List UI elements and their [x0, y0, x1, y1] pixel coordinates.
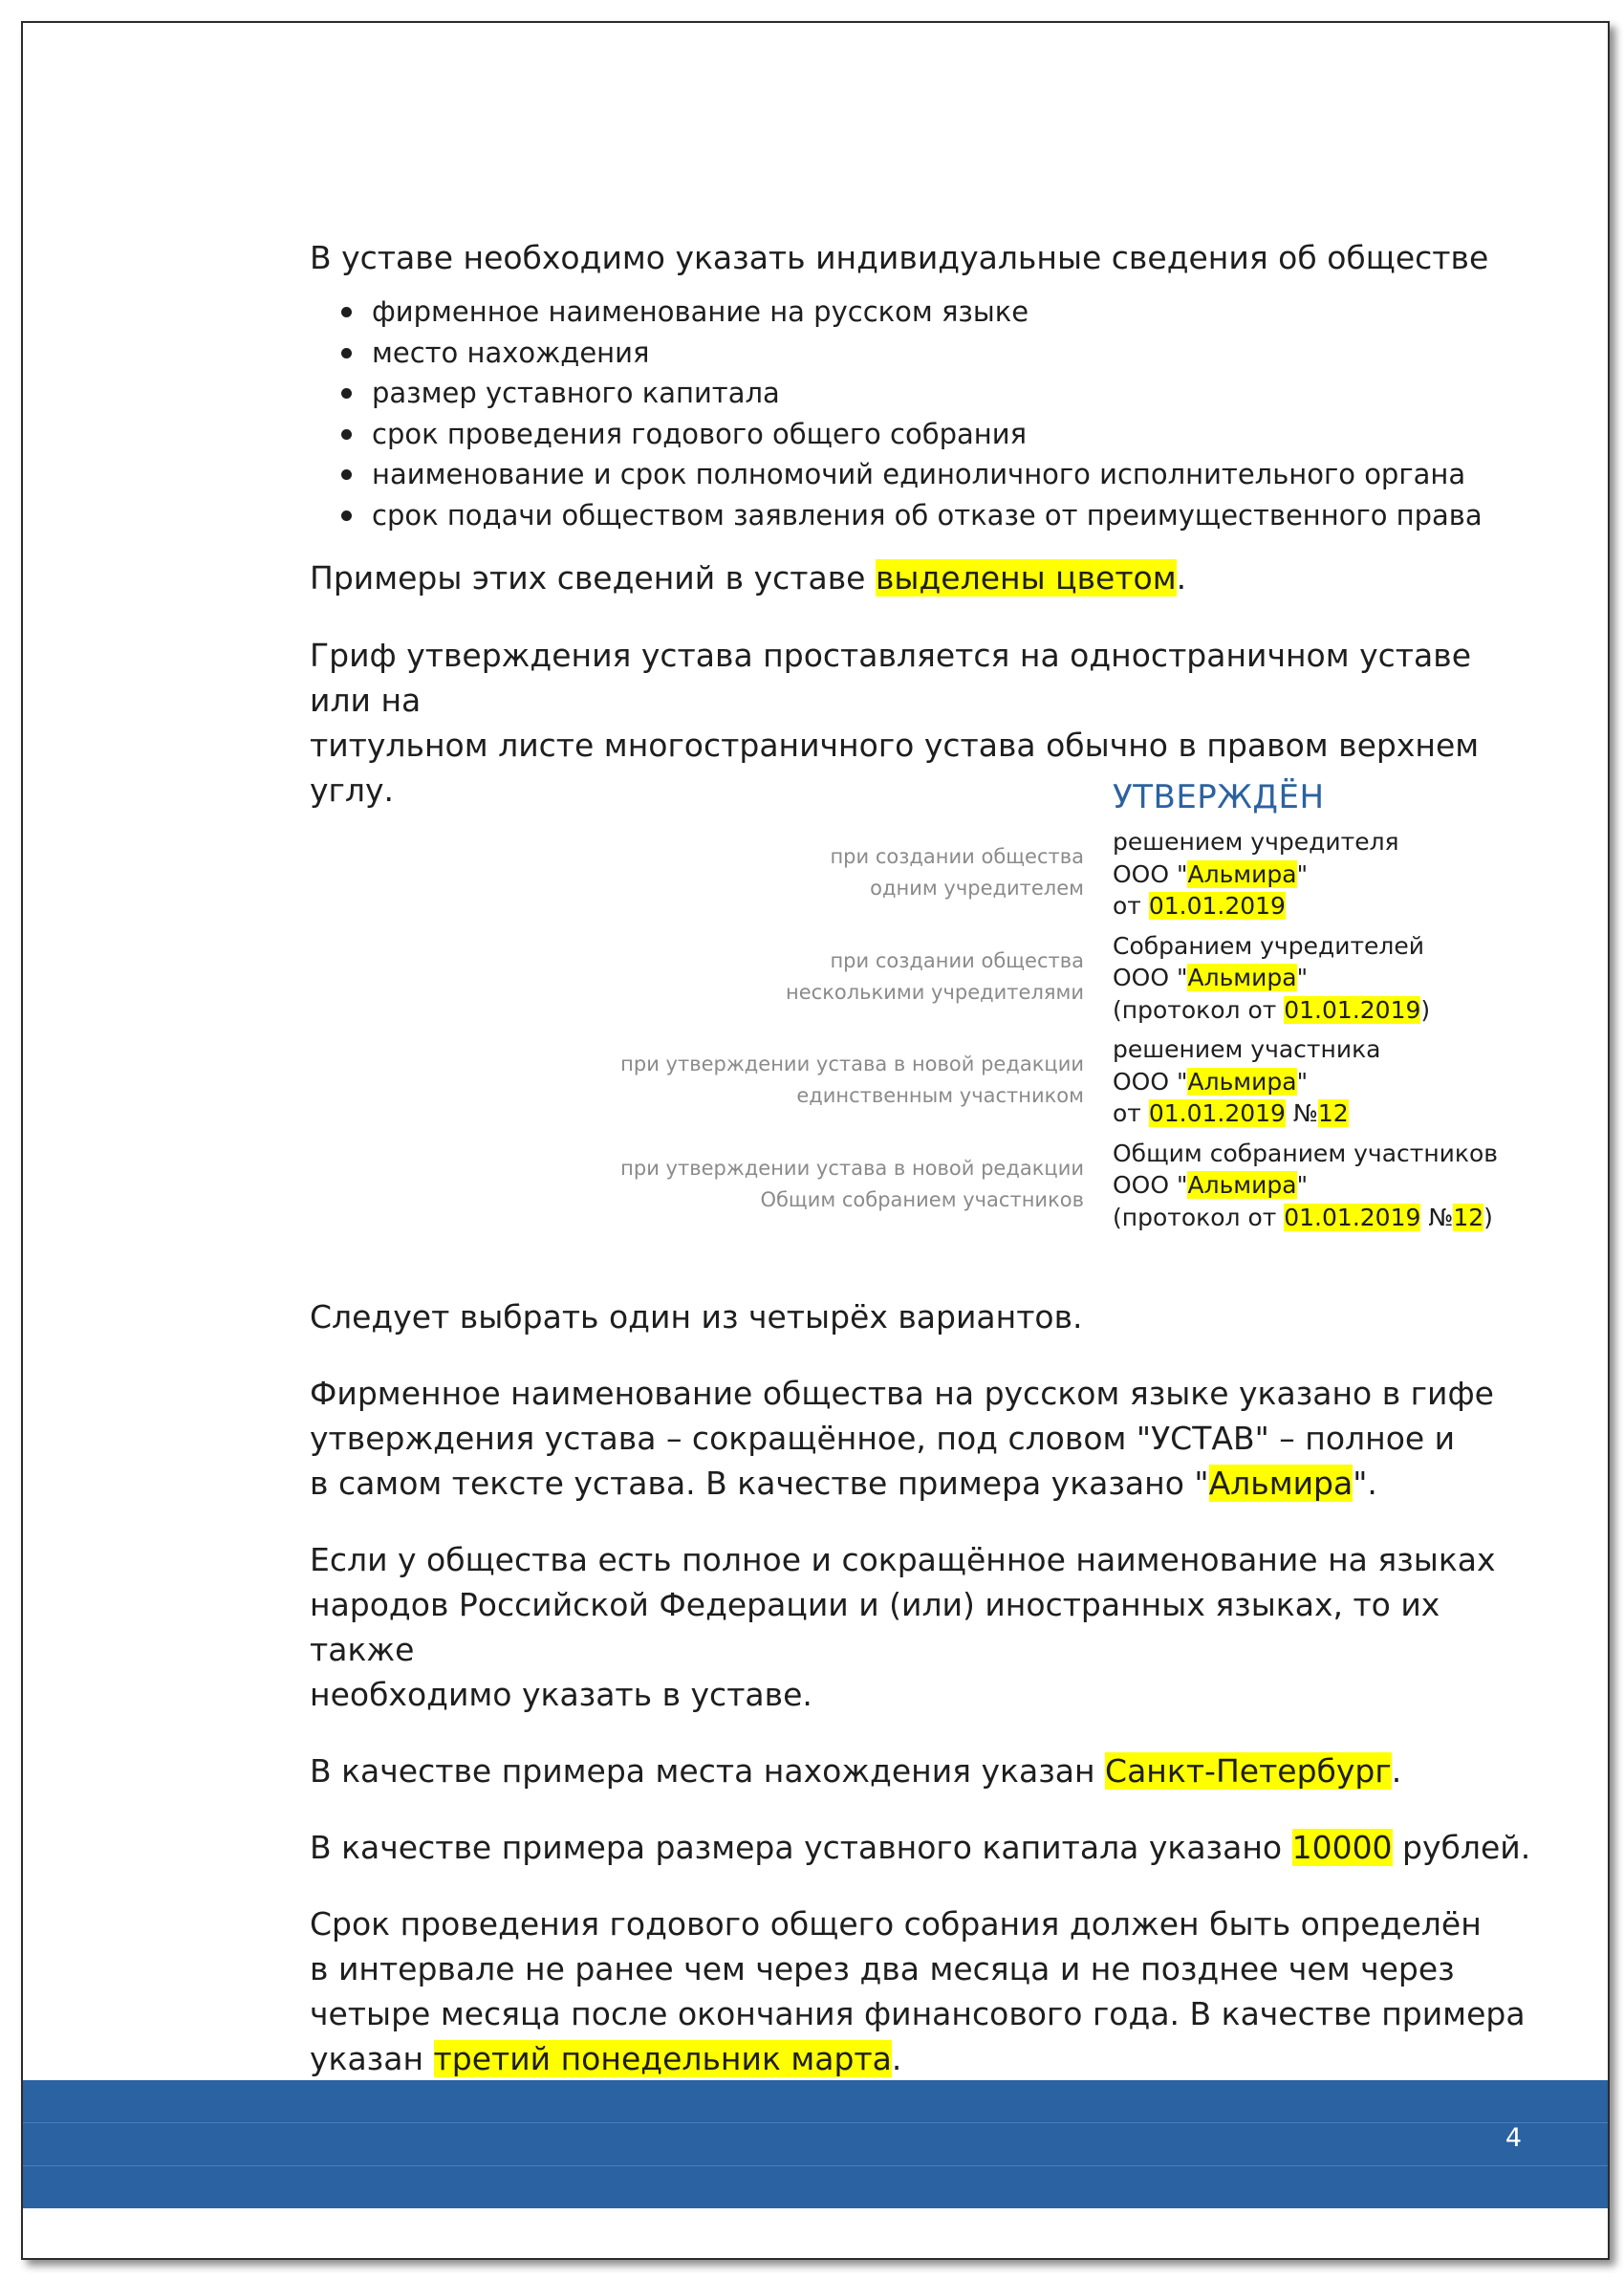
grif-note-line-2: титульном листе многостраничного устава обычно в правом верхнем углу.	[310, 727, 1480, 809]
variant-note	[310, 826, 1084, 923]
company-suffix: "	[1296, 1067, 1309, 1096]
date-suffix: )	[1420, 995, 1431, 1024]
languages-paragraph	[310, 1537, 1533, 1717]
list-item: размер уставного капитала	[310, 373, 1533, 414]
footer-line	[23, 2122, 1608, 2123]
company-name: Альмира	[1187, 1067, 1297, 1096]
approval-body: Собранием учредителей	[1113, 931, 1425, 960]
variant-note-line-1: при создании общества	[830, 845, 1084, 868]
list-item: срок проведения годового общего собрания	[310, 414, 1533, 455]
variant-text	[1113, 930, 1430, 1027]
number-prefix: №	[1420, 1203, 1454, 1231]
stamp-variant-2	[310, 930, 1552, 1027]
variant-note	[310, 1033, 1084, 1130]
stamp-variant-1	[310, 826, 1552, 923]
examples-end: .	[1176, 559, 1187, 597]
approval-date: 01.01.2019	[1284, 1203, 1421, 1231]
location-text: В качестве примера места нахождения указан	[310, 1752, 1106, 1790]
list-item: наименование и срок полномочий единоличного исполнительного органа	[310, 454, 1533, 495]
list-item: место нахождения	[310, 333, 1533, 374]
approval-body: решением учредителя	[1113, 828, 1399, 856]
variant-note-line-2: Общим собранием участников	[760, 1187, 1084, 1211]
footer-band	[23, 2080, 1608, 2208]
meeting-line-1: Срок проведения годового общего собрания должен быть определён	[310, 1905, 1482, 1943]
approval-date: 01.01.2019	[1148, 1099, 1286, 1127]
page-number: 4	[1505, 2123, 1522, 2153]
name-paragraph	[310, 1371, 1533, 1506]
name-line-2: утверждения устава – сокращённое, под словом "УСТАВ" – полное и	[310, 1420, 1456, 1457]
languages-line-3: необходимо указать в уставе.	[310, 1676, 812, 1713]
company-suffix: "	[1296, 964, 1309, 991]
variant-note-line-2: несколькими учредителями	[786, 980, 1084, 1004]
company-prefix: ООО "	[1113, 859, 1188, 888]
meeting-line-2: в интервале не ранее чем через два месяца и не позднее чем через	[310, 1950, 1455, 1987]
text-block-bottom	[310, 1294, 1533, 2081]
variant-text	[1113, 1138, 1498, 1234]
text-block-top	[310, 214, 1533, 813]
highlight-location: Санкт-Петербург	[1105, 1752, 1392, 1790]
name-line-3-end: ".	[1353, 1465, 1377, 1502]
decision-number: 12	[1317, 1099, 1349, 1127]
meeting-line-3: четыре месяца после окончания финансового года. В качестве примера	[310, 1995, 1526, 2032]
company-prefix: ООО "	[1113, 964, 1188, 991]
name-line-3: в самом тексте устава. В качестве примера указано "	[310, 1465, 1209, 1502]
protocol-number: 12	[1453, 1203, 1484, 1231]
list-item: срок подачи обществом заявления об отказе от преимущественного права	[310, 495, 1533, 536]
approval-date: 01.01.2019	[1284, 995, 1421, 1024]
date-prefix: от	[1113, 892, 1149, 920]
variant-note-line-2: одним учредителем	[870, 877, 1084, 900]
company-name: Альмира	[1187, 1171, 1297, 1199]
list-item: фирменное наименование на русском языке	[310, 292, 1533, 333]
approval-stamp	[310, 776, 1552, 1233]
choose-paragraph: Следует выбрать один из четырёх вариантов.	[310, 1298, 1083, 1335]
capital-paragraph	[310, 1825, 1533, 1870]
variant-note-line-1: при утверждении устава в новой редакции	[620, 1053, 1084, 1075]
company-prefix: ООО "	[1113, 1171, 1188, 1199]
approval-body: Общим собранием участников	[1113, 1139, 1499, 1167]
examples-paragraph	[310, 555, 1533, 600]
variant-note	[310, 930, 1084, 1027]
variant-note	[310, 1138, 1084, 1234]
highlight-capital: 10000	[1291, 1829, 1393, 1866]
highlight-meeting-date: третий понедельник марта	[433, 2040, 892, 2077]
variant-note-line-2: единственным участником	[796, 1084, 1084, 1107]
stamp-title: УТВЕРЖДЁН	[1113, 778, 1325, 816]
required-info-list	[310, 292, 1533, 535]
variant-text	[1113, 1033, 1381, 1130]
grif-note-line-1: Гриф утверждения устава проставляется на одностраничном уставе или на	[310, 637, 1472, 719]
languages-line-1: Если у общества есть полное и сокращённое наименование на языках	[310, 1541, 1496, 1578]
meeting-line-4: указан	[310, 2040, 434, 2077]
capital-text: В качестве примера размера уставного капитала указано	[310, 1829, 1292, 1866]
name-line-1: Фирменное наименование общества на русском языке указано в гифе	[310, 1375, 1494, 1412]
capital-end: рублей.	[1392, 1829, 1531, 1866]
meeting-line-4-end: .	[891, 2040, 902, 2077]
company-name: Альмира	[1187, 859, 1297, 888]
date-prefix: (протокол от	[1113, 995, 1285, 1024]
date-prefix: (протокол от	[1113, 1203, 1285, 1231]
highlight-company-name: Альмира	[1208, 1465, 1353, 1502]
date-prefix: от	[1113, 1099, 1149, 1127]
examples-text: Примеры этих сведений в уставе	[310, 559, 876, 597]
document-page	[21, 21, 1610, 2260]
highlight-example: выделены цветом	[875, 559, 1177, 597]
number-prefix: №	[1285, 1099, 1318, 1127]
approval-date: 01.01.2019	[1148, 892, 1286, 920]
variant-text	[1113, 826, 1399, 923]
location-paragraph	[310, 1748, 1533, 1793]
stamp-variant-4	[310, 1138, 1552, 1234]
meeting-paragraph	[310, 1901, 1533, 2081]
company-prefix: ООО "	[1113, 1067, 1188, 1096]
intro-paragraph: В уставе необходимо указать индивидуальные сведения об обществе	[310, 239, 1489, 276]
date-suffix: )	[1483, 1203, 1493, 1231]
company-name: Альмира	[1187, 964, 1297, 991]
variant-note-line-1: при создании общества	[830, 948, 1084, 972]
location-end: .	[1391, 1752, 1402, 1790]
footer-line	[23, 2165, 1608, 2166]
stamp-variant-3	[310, 1033, 1552, 1130]
approval-body: решением участника	[1113, 1035, 1381, 1063]
company-suffix: "	[1296, 1171, 1309, 1199]
company-suffix: "	[1296, 859, 1309, 888]
languages-line-2: народов Российской Федерации и (или) иностранных языках, то их также	[310, 1586, 1440, 1668]
variant-note-line-1: при утверждении устава в новой редакции	[620, 1156, 1084, 1180]
